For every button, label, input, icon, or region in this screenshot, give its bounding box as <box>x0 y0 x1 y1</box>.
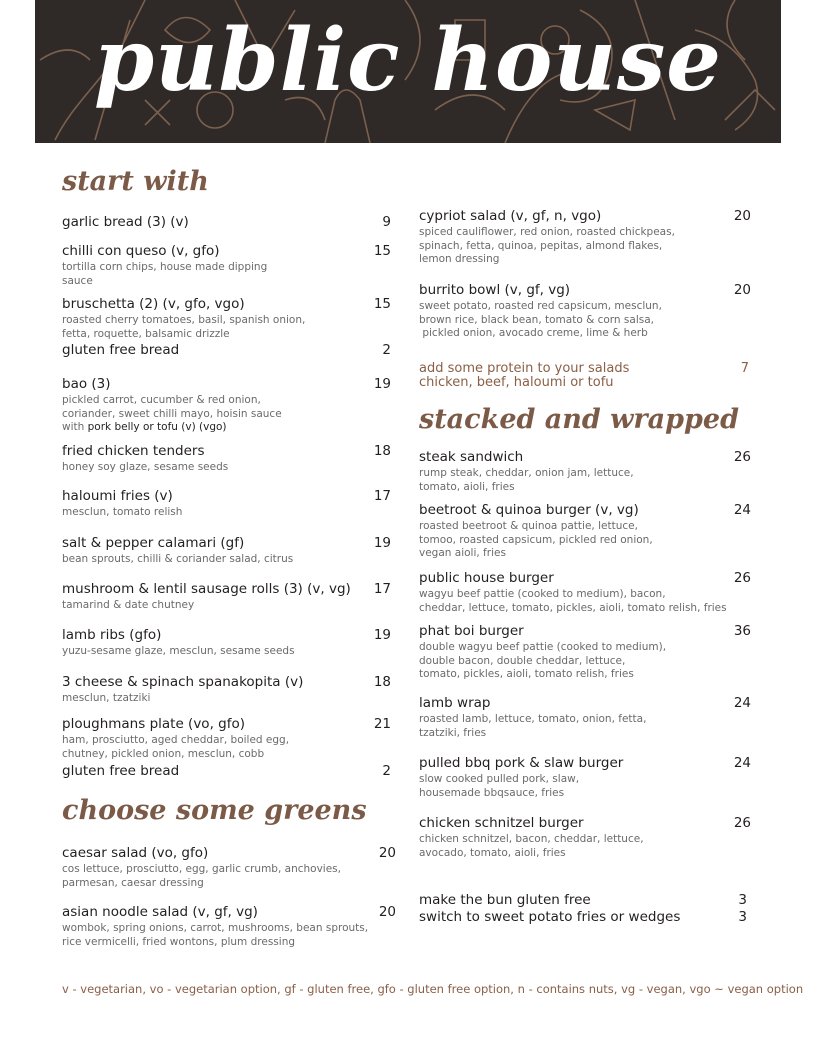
item-price: 19 <box>373 535 391 551</box>
item-description <box>62 314 391 341</box>
menu-item <box>419 502 751 561</box>
item-price: 20 <box>378 904 396 920</box>
desc-line: avocado, tomato, aioli, fries <box>419 846 566 859</box>
desc-line: chicken schnitzel, bacon, cheddar, lettuce, <box>419 833 644 845</box>
desc-line: cheddar, lettuce, tomato, pickles, aioli, tomato relish, fries <box>419 601 727 614</box>
addon-name: add some protein to your salads <box>419 361 630 376</box>
item-description <box>419 713 751 740</box>
menu-item <box>62 342 391 358</box>
item-description <box>62 506 391 520</box>
desc-line: parmesan, caesar dressing <box>62 876 204 889</box>
desc-line: ham, prosciutto, aged cheddar, boiled egg, <box>62 734 290 746</box>
item-description <box>62 692 391 706</box>
section-title-start: start with <box>62 166 209 197</box>
desc-line: wagyu beef pattie (cooked to medium), bacon, <box>419 588 666 600</box>
desc-line: wombok, spring onions, carrot, mushrooms, bean sprouts, <box>62 922 369 934</box>
item-name: steak sandwich <box>419 449 524 465</box>
protein-addon <box>419 362 749 390</box>
item-name: gluten free bread <box>62 342 180 358</box>
item-name: bao (3) <box>62 376 111 392</box>
desc-line: sweet potato, roasted red capsicum, mesclun, <box>419 300 662 312</box>
desc-line: spiced cauliflower, red onion, roasted chickpeas, <box>419 226 675 238</box>
menu-item <box>62 443 391 475</box>
item-price: 17 <box>373 581 391 597</box>
menu-item <box>419 208 751 267</box>
item-name: chilli con queso (v, gfo) <box>62 243 220 259</box>
menu-item <box>62 763 391 779</box>
desc-line: honey soy glaze, sesame seeds <box>62 461 229 473</box>
desc-highlight: pork belly or tofu (v) (vgo) <box>87 421 227 433</box>
menu-item <box>419 449 751 494</box>
item-name: ploughmans plate (vo, gfo) <box>62 716 245 732</box>
item-description <box>419 467 751 494</box>
item-name: bruschetta (2) (v, gfo, vgo) <box>62 296 245 312</box>
item-price: 18 <box>373 443 391 459</box>
right-column <box>419 0 751 1056</box>
desc-line: tomato, aioli, fries <box>419 480 515 493</box>
desc-line: tortilla corn chips, house made dipping <box>62 261 268 273</box>
item-description <box>62 734 391 761</box>
item-price: 15 <box>373 296 391 312</box>
item-description <box>62 461 391 475</box>
item-price: 2 <box>382 763 391 779</box>
item-description <box>419 588 751 615</box>
desc-line: tomato, pickles, aioli, tomato relish, fries <box>419 668 634 680</box>
desc-line: tzatziki, fries <box>419 726 487 739</box>
desc-line: roasted lamb, lettuce, tomato, onion, fetta, <box>419 713 647 725</box>
desc-line: tomoo, roasted capsicum, pickled red onion, <box>419 533 653 546</box>
section-title-stacked: stacked and wrapped <box>419 404 739 435</box>
item-name: 3 cheese & spinach spanakopita (v) <box>62 674 304 690</box>
menu-item <box>62 845 396 890</box>
item-name: caesar salad (vo, gfo) <box>62 845 209 861</box>
item-description <box>419 520 751 561</box>
desc-line: pickled onion, avocado creme, lime & herb <box>419 327 648 339</box>
menu-item <box>62 535 391 567</box>
item-price: 17 <box>373 488 391 504</box>
desc-line <box>62 421 391 435</box>
item-name: haloumi fries (v) <box>62 488 173 504</box>
menu-item <box>62 214 391 230</box>
desc-line: double bacon, double cheddar, lettuce, <box>419 654 626 667</box>
menu-item <box>62 243 391 288</box>
desc-line: sauce <box>62 274 93 287</box>
item-description <box>62 394 391 435</box>
dietary-legend: v - vegetarian, vo - vegetarian option, gf - gluten free, gfo - gluten free option, n - contains nuts, vg - vegan, vgo ~ vegan option <box>62 982 804 996</box>
desc-line: lemon dressing <box>419 253 500 265</box>
addon-options: chicken, beef, haloumi or tofu <box>419 375 614 390</box>
item-name: lamb ribs (gfo) <box>62 627 162 643</box>
desc-line: vegan aioli, fries <box>419 547 506 559</box>
item-price: 9 <box>382 214 391 230</box>
item-price: 19 <box>373 627 391 643</box>
extra-name: make the bun gluten free <box>419 892 591 908</box>
menu-extra <box>419 892 747 908</box>
desc-line: brown rice, black bean, tomato & corn salsa, <box>419 313 654 326</box>
item-description <box>419 833 751 860</box>
desc-line: coriander, sweet chilli mayo, hoisin sauce <box>62 407 282 420</box>
item-name: mushroom & lentil sausage rolls (3) (v, vg) <box>62 581 351 597</box>
item-price: 20 <box>378 845 396 861</box>
menu-item <box>419 695 751 740</box>
item-description <box>62 261 391 288</box>
brand-title: public house <box>94 10 722 111</box>
item-name: phat boi burger <box>419 623 524 639</box>
item-price: 19 <box>373 376 391 392</box>
desc-prefix: with <box>62 421 88 433</box>
menu-item <box>419 815 751 860</box>
extra-price: 3 <box>738 892 747 908</box>
item-description <box>62 922 396 949</box>
item-price: 26 <box>733 815 751 831</box>
item-name: gluten free bread <box>62 763 180 779</box>
item-price: 20 <box>733 208 751 224</box>
item-description <box>62 599 391 613</box>
extra-price: 3 <box>738 909 747 925</box>
item-price: 18 <box>373 674 391 690</box>
item-price: 20 <box>733 282 751 298</box>
desc-line: double wagyu beef pattie (cooked to medium), <box>419 641 667 653</box>
item-price: 24 <box>733 755 751 771</box>
menu-item <box>419 570 751 615</box>
item-price: 24 <box>733 695 751 711</box>
desc-line: spinach, fetta, quinoa, pepitas, almond flakes, <box>419 239 663 252</box>
item-description <box>62 645 391 659</box>
item-name: beetroot & quinoa burger (v, vg) <box>419 502 639 518</box>
menu-item <box>62 716 391 761</box>
item-price: 15 <box>373 243 391 259</box>
desc-line: housemade bbqsauce, fries <box>419 786 565 799</box>
desc-line: pickled carrot, cucumber & red onion, <box>62 394 261 406</box>
menu-item <box>419 623 751 682</box>
item-name: cypriot salad (v, gf, n, vgo) <box>419 208 602 224</box>
item-name: burrito bowl (v, gf, vg) <box>419 282 571 298</box>
desc-line: slow cooked pulled pork, slaw, <box>419 773 580 785</box>
menu-item <box>62 674 391 706</box>
desc-line: bean sprouts, chilli & coriander salad, citrus <box>62 553 294 565</box>
menu-item <box>419 755 751 800</box>
desc-line: roasted beetroot & quinoa pattie, lettuce, <box>419 520 638 532</box>
item-name: public house burger <box>419 570 554 586</box>
addon-price: 7 <box>740 361 749 376</box>
item-price: 36 <box>733 623 751 639</box>
item-price: 26 <box>733 449 751 465</box>
item-description <box>62 863 396 890</box>
menu-item <box>62 296 391 341</box>
item-price: 21 <box>373 716 391 732</box>
desc-line: mesclun, tzatziki <box>62 692 151 704</box>
item-description <box>419 641 751 682</box>
item-name: pulled bbq pork & slaw burger <box>419 755 624 771</box>
desc-line: yuzu-sesame glaze, mesclun, sesame seeds <box>62 645 295 657</box>
item-name: garlic bread (3) (v) <box>62 214 189 230</box>
desc-line: cos lettuce, prosciutto, egg, garlic crumb, anchovies, <box>62 863 341 875</box>
item-name: fried chicken tenders <box>62 443 205 459</box>
item-description <box>419 300 751 341</box>
menu-item <box>62 627 391 659</box>
menu-item <box>419 282 751 341</box>
desc-line: roasted cherry tomatoes, basil, spanish onion, <box>62 314 306 326</box>
item-name: chicken schnitzel burger <box>419 815 584 831</box>
menu-item <box>62 488 391 520</box>
item-price: 24 <box>733 502 751 518</box>
item-description <box>419 773 751 800</box>
section-title-greens: choose some greens <box>62 795 367 826</box>
desc-line: rump steak, cheddar, onion jam, lettuce, <box>419 467 634 479</box>
desc-line: tamarind & date chutney <box>62 599 195 611</box>
desc-line: chutney, pickled onion, mesclun, cobb <box>62 747 265 760</box>
extra-name: switch to sweet potato fries or wedges <box>419 909 681 925</box>
item-description <box>419 226 751 267</box>
item-description <box>62 553 391 567</box>
menu-item <box>62 581 391 613</box>
left-column <box>62 0 396 1056</box>
menu-extra <box>419 909 747 925</box>
desc-line: fetta, roquette, balsamic drizzle <box>62 327 230 340</box>
desc-line: rice vermicelli, fried wontons, plum dressing <box>62 935 296 948</box>
menu-item <box>62 904 396 949</box>
desc-line: mesclun, tomato relish <box>62 506 183 518</box>
item-name: asian noodle salad (v, gf, vg) <box>62 904 258 920</box>
item-name: salt & pepper calamari (gf) <box>62 535 245 551</box>
item-price: 26 <box>733 570 751 586</box>
menu-item <box>62 376 391 435</box>
item-name: lamb wrap <box>419 695 491 711</box>
item-price: 2 <box>382 342 391 358</box>
